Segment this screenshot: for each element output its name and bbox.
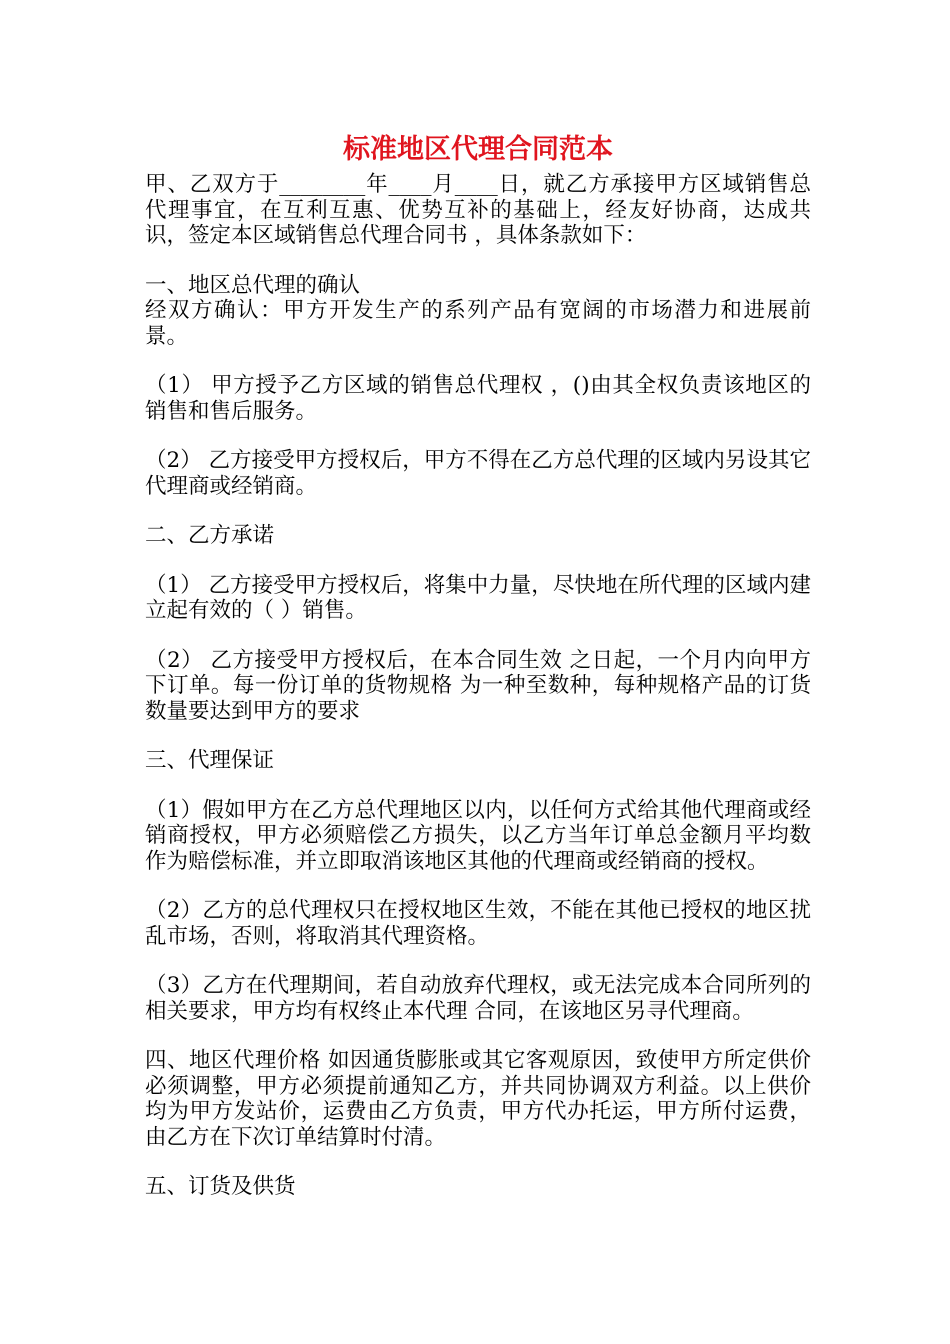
paragraph-gap: [145, 349, 811, 373]
paragraph-gap: [145, 499, 811, 523]
section-heading-2: 二、乙方承诺: [145, 523, 275, 548]
paragraph-gap: [145, 549, 811, 573]
section-4-pricing: 四、地区代理价格 如因通货膨胀或其它客观原因，致使甲方所定供价必须调整，甲方必须提前通知乙方，并共同协调双方利益。以上供价均为甲方发站价，运费由乙方负责，甲方代办托运，甲方所付运费，由乙方在下次订单结算时付清。: [145, 1048, 811, 1150]
clause-3-item-2: （2）乙方的总代理权只在授权地区生效，不能在其他已授权的地区扰乱市场，否则，将取消其代理资格。: [145, 898, 811, 949]
clause-1-item-1: （1） 甲方授予乙方区域的销售总代理权 ，()由其全权负责该地区的销售和售后服务。: [145, 373, 811, 424]
section-heading-3: 三、代理保证: [145, 748, 275, 773]
clause-2-item-2: （2） 乙方接受甲方授权后，在本合同生效 之日起，一个月内向甲方下订单。每一份订单的货物规格 为一种至数种，每种规格产品的订货数量要达到甲方的要求: [145, 647, 811, 724]
paragraph-gap: [145, 874, 811, 898]
document-title: 标准地区代理合同范本: [343, 134, 613, 165]
paragraph-gap: [145, 249, 811, 273]
paragraph-gap: [145, 1150, 811, 1174]
clause-1-confirmation: 经双方确认：甲方开发生产的系列产品有宽阔的市场潜力和进展前景。: [145, 298, 811, 349]
document-page: [145, 128, 811, 1200]
clause-3-item-1: （1）假如甲方在乙方总代理地区以内，以任何方式给其他代理商或经销商授权，甲方必须赔偿乙方损失，以乙方当年订单总金额月平均数 作为赔偿标准，并立即取消该地区其他的代理商或经销商的授权。: [145, 797, 811, 874]
paragraph-gap: [145, 949, 811, 973]
clause-2-item-1: （1） 乙方接受甲方授权后，将集中力量，尽快地在所代理的区域内建立起有效的（ ）销售。: [145, 572, 811, 623]
clause-1-item-2: （2） 乙方接受甲方授权后，甲方不得在乙方总代理的区域内另设其它代理商或经销商。: [145, 448, 811, 499]
paragraph-gap: [145, 774, 811, 798]
intro-paragraph: 甲、乙双方于________年____月____日，就乙方承接甲方区域销售总代理事宜，在互利互惠、优势互补的基础上，经友好协商，达成共识，签定本区域销售总代理合同书 ，具体条款如下：: [145, 172, 811, 248]
section-heading-5: 五、订货及供货: [145, 1174, 296, 1199]
section-heading-1: 一、地区总代理的确认: [145, 272, 361, 298]
paragraph-gap: [145, 1024, 811, 1048]
paragraph-gap: [145, 424, 811, 448]
clause-3-item-3: （3）乙方在代理期间，若自动放弃代理权，或无法完成本合同所列的相关要求，甲方均有权终止本代理 合同，在该地区另寻代理商。: [145, 973, 811, 1024]
paragraph-gap: [145, 724, 811, 748]
paragraph-gap: [145, 624, 811, 648]
